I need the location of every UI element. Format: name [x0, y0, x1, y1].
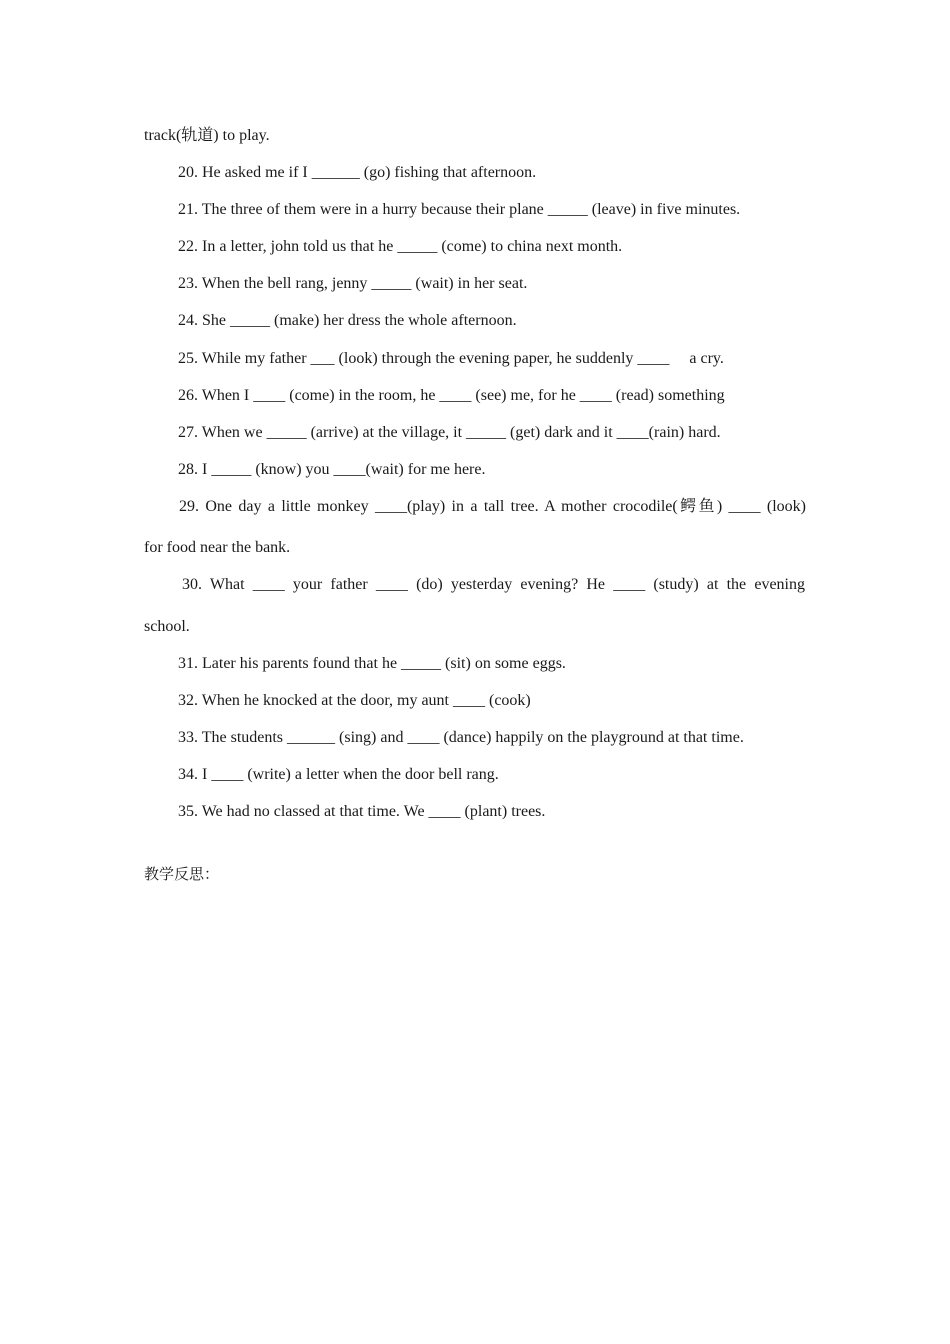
question-31: 31. Later his parents found that he _____ (sit) on some eggs.	[178, 655, 566, 672]
question-29-continuation: for food near the bank.	[144, 539, 291, 556]
question-34: 34. I ____ (write) a letter when the door bell rang.	[178, 766, 499, 783]
question-33: 33. The students ______ (sing) and ____ (dance) happily on the playground at that time.	[178, 729, 744, 746]
continuation-line: track(轨道) to play.	[144, 127, 270, 144]
question-27: 27. When we _____ (arrive) at the village, it _____ (get) dark and it ____(rain) hard.	[178, 424, 721, 441]
question-28: 28. I _____ (know) you ____(wait) for me here.	[178, 461, 486, 478]
question-22: 22. In a letter, john told us that he _____ (come) to china next month.	[178, 238, 623, 255]
reflection-label: 教学反思：	[144, 865, 220, 883]
question-32: 32. When he knocked at the door, my aunt ____ (cook)	[178, 692, 531, 709]
question-20: 20. He asked me if I ______ (go) fishing that afternoon.	[178, 164, 537, 181]
question-30-continuation: school.	[144, 618, 190, 635]
question-24: 24. She _____ (make) her dress the whole afternoon.	[178, 312, 517, 329]
question-25: 25. While my father ___ (look) through the evening paper, he suddenly ____ a cry.	[178, 350, 724, 367]
question-29: 29. One day a little monkey ____(play) in a tall tree. A mother crocodile(鳄鱼) ____ (look)	[179, 498, 806, 515]
question-30: 30. What ____ your father ____ (do) yesterday evening? He ____ (study) at the evening	[182, 576, 805, 593]
question-26: 26. When I ____ (come) in the room, he ____ (see) me, for he ____ (read) something	[178, 387, 725, 404]
question-21: 21. The three of them were in a hurry because their plane _____ (leave) in five minutes.	[178, 201, 741, 218]
question-23: 23. When the bell rang, jenny _____ (wait) in her seat.	[178, 275, 528, 292]
question-35: 35. We had no classed at that time. We ____ (plant) trees.	[178, 803, 546, 820]
